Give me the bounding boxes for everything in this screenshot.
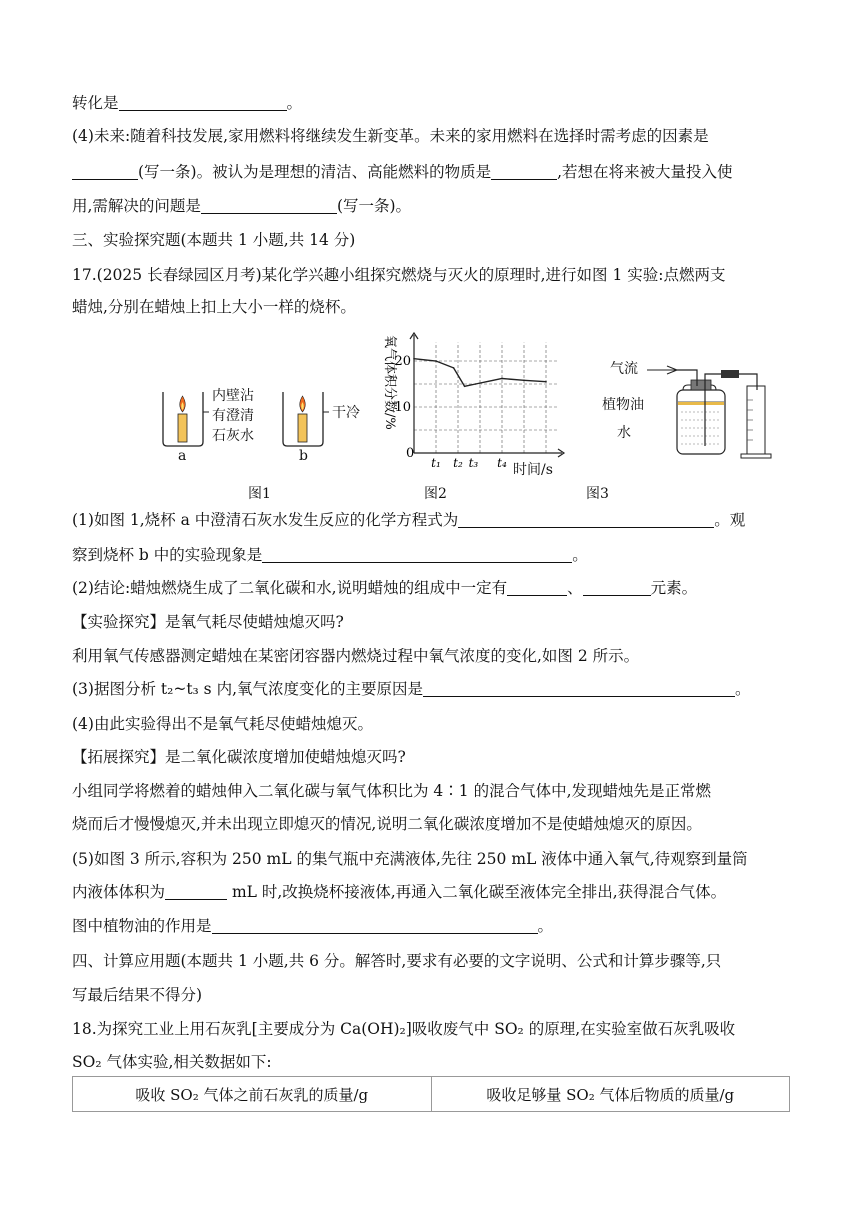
answer-blank[interactable] [423, 680, 735, 697]
q17-1-line-2 [72, 544, 588, 566]
q17-stem-2: 蜡烛,分别在蜡烛上扣上大小一样的烧杯。 [72, 298, 356, 316]
chart-point [435, 360, 437, 362]
answer-blank[interactable] [212, 917, 538, 934]
text: 、 [567, 579, 583, 597]
q17-stem-1: 17.(2025 长春绿园区月考)某化学兴趣小组探究燃烧与灭火的原理时,进行如图 1 实验:点燃两支 [72, 266, 726, 284]
text: 内液体体积为 [72, 883, 166, 901]
chart-y-label: 氧气体积分数/% [382, 335, 397, 430]
answer-blank[interactable] [507, 579, 567, 596]
text: (2)结论:蜡烛燃烧生成了二氧化碳和水,说明蜡烛的组成中一定有 [72, 579, 508, 597]
q18-stem-1: 18.为探究工业上用石灰乳[主要成分为 Ca(OH)₂]吸收废气中 SO₂ 的原理,在实验室做石灰乳吸收 [72, 1020, 736, 1038]
q18-stem-2: SO₂ 气体实验,相关数据如下: [72, 1053, 272, 1071]
text: 。 [537, 917, 554, 935]
figure-2-oxygen-chart [372, 325, 572, 470]
chart-origin: 0 [406, 446, 415, 461]
x-tick-label: t₃ [468, 456, 479, 470]
y-tick-label: 10 [394, 400, 411, 415]
figure-1-caption: 图1 [248, 486, 271, 502]
x-tick-label: t₂ [453, 456, 463, 470]
q16-line-1 [72, 92, 302, 114]
label-vegetable-oil: 植物油 [602, 397, 644, 413]
experiment-description: 利用氧气传感器测定蜡烛在某密闭容器内燃烧过程中氧气浓度的变化,如图 2 所示。 [72, 647, 640, 665]
answer-blank[interactable] [201, 197, 337, 214]
x-tick-label: t₁ [431, 456, 441, 470]
x-tick-labels [431, 456, 507, 470]
table-header-cell: 吸收 SO₂ 气体之前石灰乳的质量/g [73, 1077, 432, 1112]
q17-5-line-3 [72, 915, 553, 937]
chart-point [464, 386, 466, 388]
answer-blank[interactable] [583, 579, 651, 596]
y-tick-label: 20 [394, 354, 411, 369]
figure-1-label-b: 干冷 [332, 405, 360, 421]
text: 。观 [714, 511, 746, 529]
cup-b-label: b [299, 448, 308, 464]
text: 转化是 [72, 94, 119, 112]
chart-point [413, 358, 415, 360]
figure-1-candles [157, 382, 367, 462]
text: 有澄清 [212, 408, 254, 424]
text: 。 [572, 546, 588, 564]
text: (写一条)。被认为是理想的清洁、高能燃料的物质是 [138, 163, 492, 181]
q17-4-line: (4)由此实验得出不是氧气耗尽使蜡烛熄灭。 [72, 715, 373, 733]
section-4-title-2: 写最后结果不得分) [72, 986, 203, 1004]
q16-4-line: (4)未来:随着科技发展,家用燃料将继续发生新变革。未来的家用燃料在选择时需考虑的因素是 [72, 127, 709, 145]
chart-point [501, 378, 503, 380]
data-table [72, 1076, 790, 1112]
answer-blank[interactable] [119, 94, 287, 111]
chart-point [453, 367, 455, 369]
text: 。 [735, 680, 751, 698]
chart-point [523, 380, 525, 382]
chart-point [475, 383, 477, 385]
answer-blank[interactable] [491, 163, 557, 180]
table-header-cell: 吸收足够量 SO₂ 气体后物质的质量/g [431, 1077, 790, 1112]
text: 。 [286, 94, 303, 112]
section-4-title-1: 四、计算应用题(本题共 1 小题,共 6 分。解答时,要求有必要的文字说明、公式和计算步骤等,只 [72, 952, 722, 970]
answer-blank[interactable] [72, 163, 138, 180]
q17-5-line-2 [72, 881, 726, 903]
label-water: 水 [617, 425, 631, 441]
text: 察到烧杯 b 中的实验现象是 [72, 546, 263, 564]
table-row [73, 1077, 790, 1112]
text: 图中植物油的作用是 [72, 917, 212, 935]
text: 用,需解决的问题是 [72, 197, 201, 215]
q17-1-line-1 [72, 509, 745, 531]
q17-3-line [72, 678, 751, 700]
q16-4-line-3 [72, 195, 411, 217]
extension-question: 【拓展探究】是二氧化碳浓度增加使蜡烛熄灭吗? [72, 748, 406, 766]
extension-text-1: 小组同学将燃着的蜡烛伸入二氧化碳与氧气体积比为 4∶1 的混合气体中,发现蜡烛先是正常燃 [72, 782, 712, 800]
chart-grid [414, 343, 557, 453]
extension-text-2: 烧而后才慢慢熄灭,并未出现立即熄灭的情况,说明二氧化碳浓度增加不是使蜡烛熄灭的原因。 [72, 815, 702, 833]
x-tick-label: t₄ [497, 456, 507, 470]
text: ,若想在将来被大量投入使 [557, 163, 733, 181]
text: 石灰水 [212, 428, 254, 444]
q17-2-line [72, 577, 697, 599]
chart-x-label: 时间/s [513, 462, 553, 478]
answer-blank[interactable] [458, 511, 714, 528]
text: (写一条)。 [336, 197, 412, 215]
text: 内壁沾 [212, 388, 254, 404]
text: mL 时,改换烧杯接液体,再通入二氧化碳至液体完全排出,获得混合气体。 [227, 883, 727, 901]
answer-blank[interactable] [262, 546, 572, 563]
text: (1)如图 1,烧杯 a 中澄清石灰水发生反应的化学方程式为 [72, 511, 459, 529]
q16-4-line-2 [72, 161, 733, 183]
q17-5-line-1: (5)如图 3 所示,容积为 250 mL 的集气瓶中充满液体,先往 250 mL 液体中通入氧气,待观察到量筒 [72, 850, 748, 868]
text: 元素。 [650, 579, 698, 597]
chart-point [545, 381, 547, 383]
figure-1-label-a [212, 386, 254, 446]
answer-blank[interactable] [165, 883, 227, 900]
figure-3-caption: 图3 [586, 486, 609, 502]
section-3-title: 三、实验探究题(本题共 1 小题,共 14 分) [72, 231, 356, 249]
figure-2-caption: 图2 [424, 486, 447, 502]
label-gas-flow: 气流 [610, 361, 638, 377]
text: (3)据图分析 t₂~t₃ s 内,氧气浓度变化的主要原因是 [72, 680, 423, 698]
experiment-question: 【实验探究】是氧气耗尽使蜡烛熄灭吗? [72, 613, 344, 631]
cup-a-label: a [178, 448, 187, 464]
